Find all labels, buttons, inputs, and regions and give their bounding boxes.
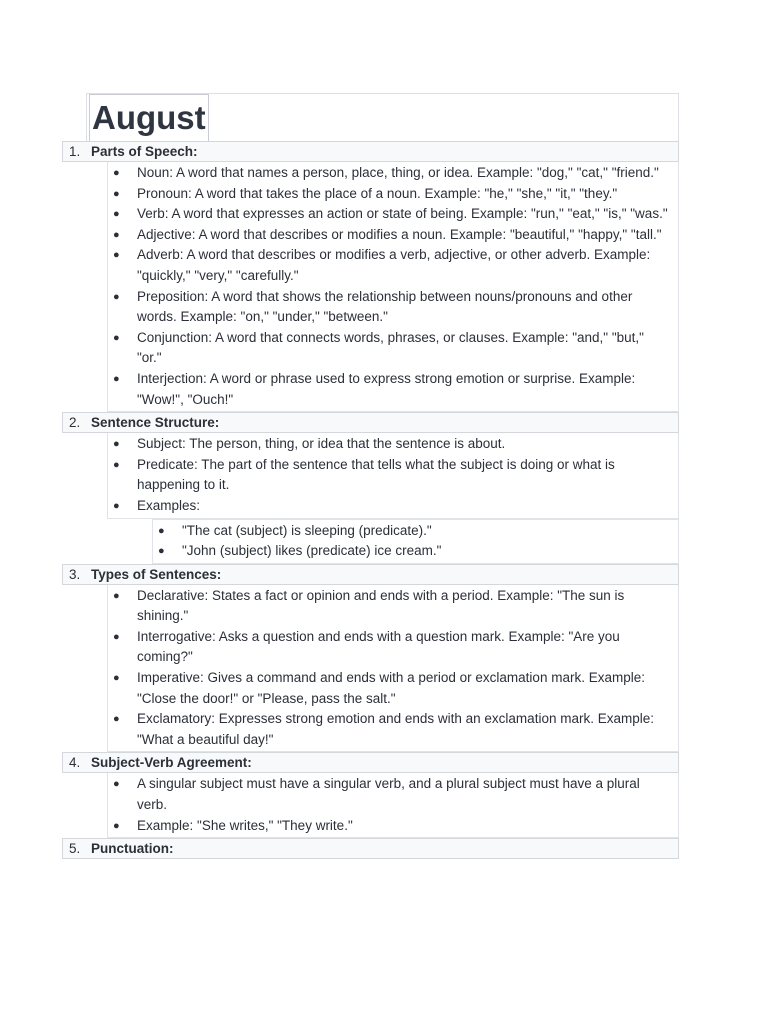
list-item-text: Predicate: The part of the sentence that tells what the subject is doing or what is happening to it. (137, 456, 615, 493)
list-item[interactable] (108, 586, 672, 627)
bullet-icon: ● (113, 249, 120, 262)
list-item-text: Imperative: Gives a command and ends with a period or exclamation mark. Example: "Close the door!" or "Please, pass the salt." (137, 670, 645, 706)
bullet-icon: ● (158, 545, 165, 558)
section-heading[interactable] (62, 412, 679, 433)
list-item[interactable] (108, 496, 672, 517)
bullet-icon: ● (113, 819, 120, 832)
title-row (86, 93, 679, 141)
section-heading[interactable] (62, 564, 679, 585)
list-item-text: Examples: (137, 497, 201, 513)
section-number: 3. (69, 566, 81, 582)
list-item[interactable] (108, 816, 672, 837)
section-number: 5. (69, 841, 81, 857)
list-item[interactable] (108, 328, 672, 369)
list-item-text: Subject: The person, thing, or idea that the sentence is about. (137, 436, 506, 452)
list-item[interactable] (108, 245, 672, 286)
bullet-list (107, 773, 679, 838)
section-number: 1. (69, 144, 81, 159)
bullet-icon: ● (113, 438, 120, 451)
page-title[interactable]: August (89, 94, 209, 142)
bullet-icon: ● (113, 713, 120, 726)
list-item-text: Example: "She writes," "They write." (137, 817, 353, 833)
section-heading-text: Parts of Speech: (91, 144, 198, 159)
sub-bullet-list (152, 519, 679, 564)
document-page (62, 93, 679, 859)
bullet-icon: ● (113, 167, 120, 179)
bullet-icon: ● (158, 524, 165, 537)
list-item-text: Noun: A word that names a person, place, thing, or idea. Example: "dog," "cat," "friend." (137, 165, 659, 180)
bullet-icon: ● (113, 499, 120, 512)
section-heading[interactable] (62, 752, 679, 773)
bullet-icon: ● (113, 208, 120, 221)
list-item-text: Interjection: A word or phrase used to express strong emotion or surprise. Example: "Wow!", "Ouch!" (137, 370, 636, 407)
list-item-text: A singular subject must have a singular verb, and a plural subject must have a plural verb. (137, 776, 640, 813)
bullet-list (107, 162, 679, 412)
section-heading-text: Subject-Verb Agreement: (91, 755, 252, 771)
bullet-icon: ● (113, 290, 120, 303)
list-item[interactable] (108, 434, 672, 455)
list-item-text: Declarative: States a fact or opinion and ends with a period. Example: "The sun is shining." (137, 587, 625, 624)
bullet-icon: ● (113, 778, 120, 791)
bullet-list (107, 433, 679, 518)
list-item[interactable] (108, 225, 672, 246)
list-item-text: Conjunction: A word that connects words, phrases, or clauses. Example: "and," "but," "or." (137, 329, 644, 366)
section-number: 4. (69, 755, 81, 771)
list-item-text: Exclamatory: Expresses strong emotion and ends with an exclamation mark. Example: "What a beautiful day!" (137, 711, 654, 747)
section-heading-text: Punctuation: (91, 841, 174, 857)
list-item[interactable] (108, 204, 672, 225)
section-number: 2. (69, 415, 81, 431)
bullet-icon: ● (113, 228, 120, 241)
section-heading-text: Types of Sentences: (91, 566, 222, 582)
list-item-text: "John (subject) likes (predicate) ice cream." (182, 543, 442, 559)
bullet-icon: ● (113, 187, 120, 200)
bullet-icon: ● (113, 589, 120, 602)
list-item[interactable] (108, 668, 672, 709)
bullet-icon: ● (113, 458, 120, 471)
list-item[interactable] (108, 287, 672, 328)
list-item[interactable] (108, 709, 672, 750)
list-item[interactable] (153, 521, 672, 542)
list-item-text: Adjective: A word that describes or modifies a noun. Example: "beautiful," "happy," "tall." (137, 226, 662, 242)
list-item-text: "The cat (subject) is sleeping (predicate)." (182, 522, 432, 538)
section-heading-text: Sentence Structure: (91, 415, 220, 431)
sections (62, 141, 679, 859)
list-item[interactable] (108, 369, 672, 410)
bullet-icon: ● (113, 672, 120, 685)
bullet-icon: ● (113, 630, 120, 643)
bullet-icon: ● (113, 331, 120, 344)
list-item[interactable] (108, 627, 672, 668)
list-item[interactable] (108, 455, 672, 496)
bullet-icon: ● (113, 372, 120, 385)
list-item-text: Verb: A word that expresses an action or state of being. Example: "run," "eat," "is," "was." (137, 206, 668, 222)
list-item-text: Interrogative: Asks a question and ends with a question mark. Example: "Are you coming?" (137, 628, 620, 665)
list-item[interactable] (153, 541, 672, 562)
list-item-text: Preposition: A word that shows the relationship between nouns/pronouns and other words. Example: "on," "under," "between." (137, 288, 633, 325)
list-item[interactable] (108, 184, 672, 205)
list-item[interactable] (108, 774, 672, 815)
section-heading[interactable] (62, 838, 679, 859)
bullet-list (107, 585, 679, 753)
section-heading[interactable] (62, 141, 679, 162)
list-item[interactable] (108, 163, 672, 184)
list-item-text: Adverb: A word that describes or modifies a verb, adjective, or other adverb. Example: "quickly," "very," "carefully." (137, 247, 651, 283)
list-item-text: Pronoun: A word that takes the place of a noun. Example: "he," "she," "it," "they." (137, 185, 618, 201)
